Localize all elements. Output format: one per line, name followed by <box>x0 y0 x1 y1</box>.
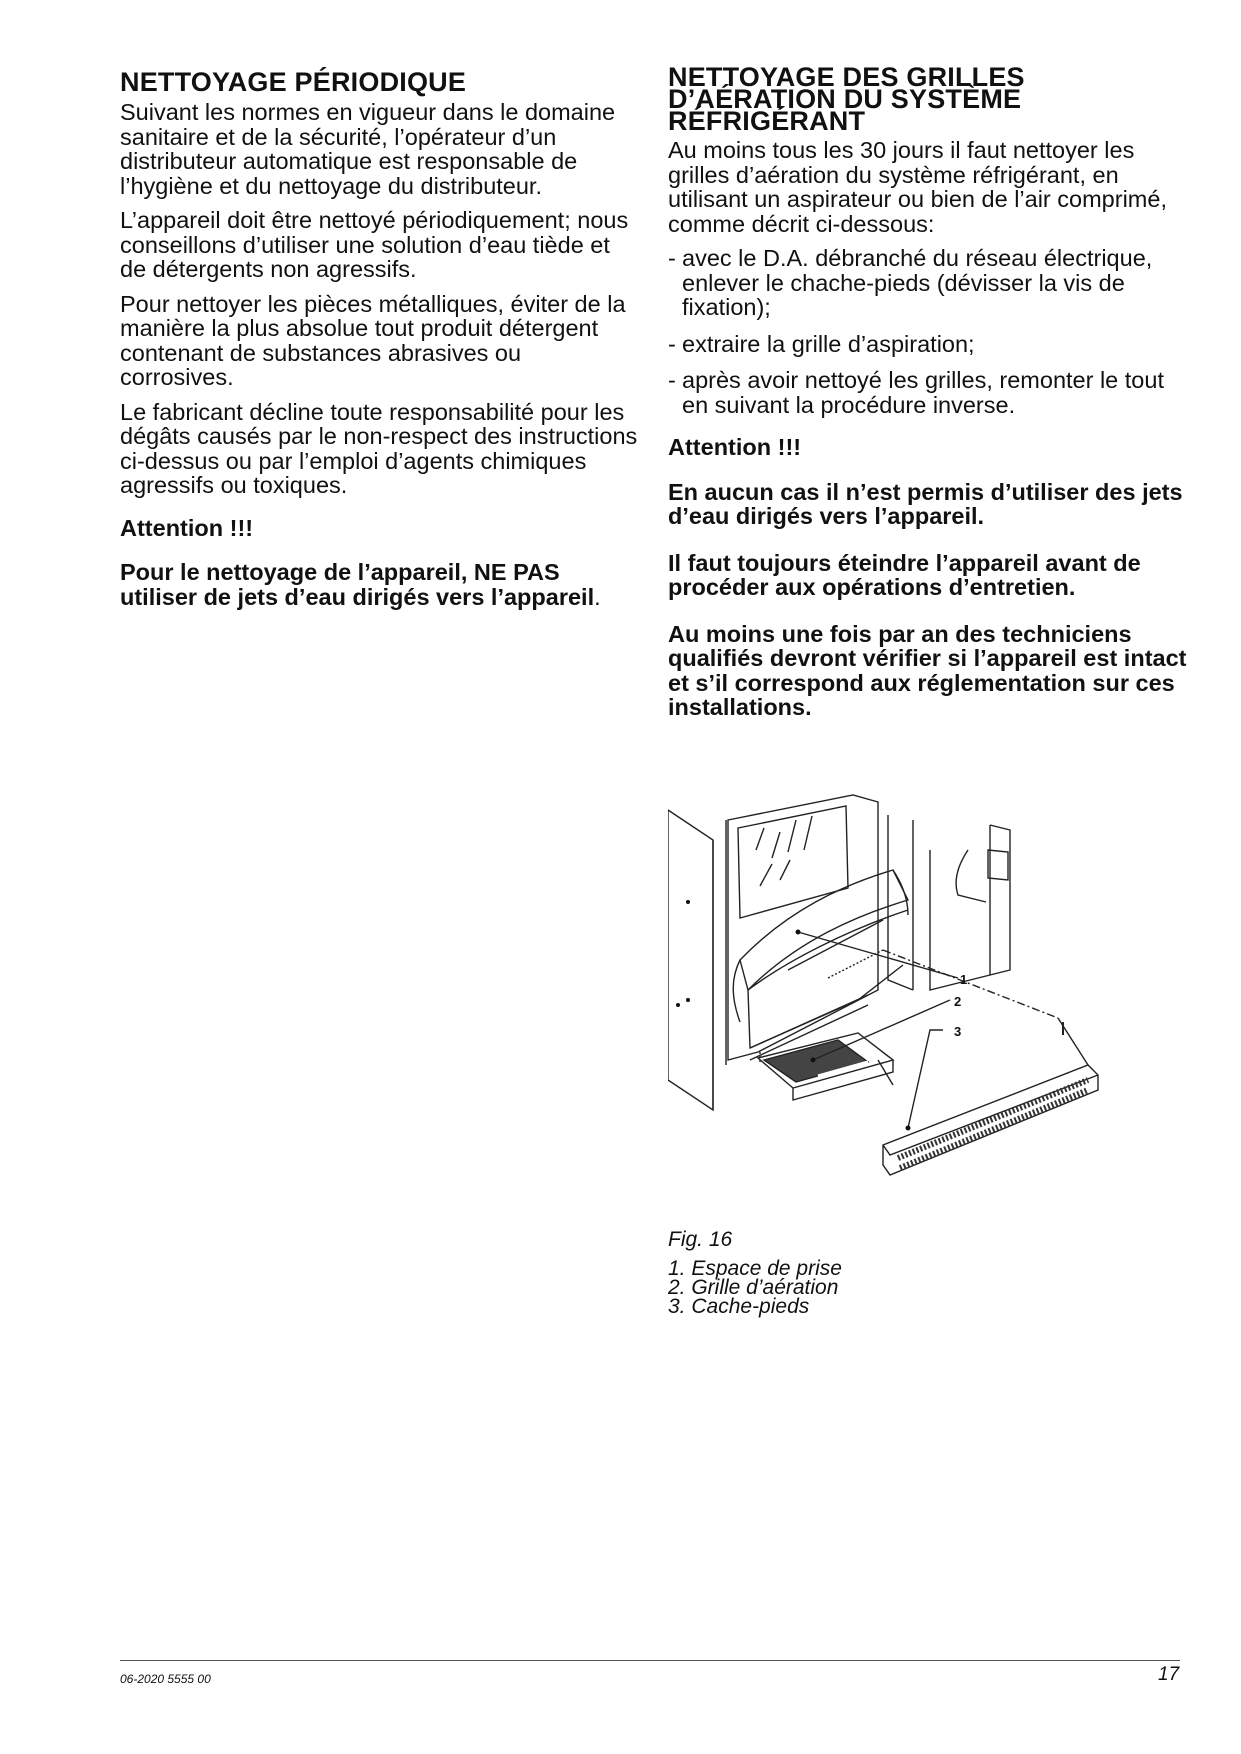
warning-text: En aucun cas il n’est permis d’utiliser des jets d’eau dirigés vers l’appareil. <box>668 478 1183 529</box>
callout-3: 3 <box>954 1024 962 1039</box>
page-number: 17 <box>1158 1664 1180 1685</box>
intro-paragraph: Au moins tous les 30 jours il faut nettoyer les grilles d’aération du système réfrigérant, en utilisant un aspirateur ou bien de l’air comprimé, comme décrit ci-dessous: <box>668 137 1167 237</box>
warning-text <box>120 560 640 609</box>
list-item: - avec le D.A. débranché du réseau électrique, enlever le chache-pieds (dévisser la vis de fixation); <box>668 246 1188 320</box>
section-title-periodic-cleaning: NETTOYAGE PÉRIODIQUE <box>120 67 467 97</box>
figure-title: Fig. 16 <box>668 1228 733 1251</box>
left-column <box>120 66 640 619</box>
legend-item: 2. Grille d’aération <box>668 1276 839 1299</box>
paragraph: Pour nettoyer les pièces métalliques, éviter de la manière la plus absolue tout produit détergent contenant de substances abrasives ou corrosives. <box>120 290 626 390</box>
attention-label: Attention !!! <box>120 514 254 541</box>
list-item: - après avoir nettoyé les grilles, remonter le tout en suivant la procédure inverse. <box>668 368 1188 417</box>
list-item: - extraire la grille d’aspiration; <box>668 332 1188 357</box>
warning-text: Il faut toujours éteindre l’appareil avant de procéder aux opérations d’entretien. <box>668 549 1141 600</box>
right-column <box>668 62 1188 730</box>
figure-16-illustration <box>668 790 1188 1220</box>
legend-item: 3. Cache-pieds <box>668 1295 810 1318</box>
warning-end: . <box>594 583 601 610</box>
callout-2: 2 <box>954 994 962 1009</box>
warning-bold: Pour le nettoyage de l’appareil, NE PAS utiliser de jets d’eau dirigés vers l’appareil <box>120 559 595 610</box>
legend-item: 1. Espace de prise <box>668 1257 842 1280</box>
paragraph: Suivant les normes en vigueur dans le domaine sanitaire et de la sécurité, l’opérateur d’un distributeur automatique est responsable de l’hygiène et du nettoyage du distributeur. <box>120 99 616 199</box>
paragraph: L’appareil doit être nettoyé périodiquement; nous conseillons d’utiliser une solution d’eau tiède et de détergents non agressifs. <box>120 207 629 282</box>
section-title-grille-cleaning: NETTOYAGE DES GRILLES D’AÉRATION DU SYSTÈME RÉFRIGÉRANT <box>668 62 1025 136</box>
document-code: 06-2020 5555 00 <box>120 1672 211 1686</box>
paragraph: Le fabricant décline toute responsabilité pour les dégâts causés par le non-respect des instructions ci-dessus ou par l’emploi d’agents chimiques agressifs ou toxiques. <box>120 398 638 498</box>
footer-divider <box>120 1660 1180 1661</box>
figure-caption <box>668 1230 1068 1316</box>
callout-1: 1 <box>960 972 968 987</box>
warning-text: Au moins une fois par an des techniciens qualifiés devront vérifier si l’appareil est intact et s’il correspond aux réglementation sur ces installations. <box>668 620 1187 720</box>
attention-label: Attention !!! <box>668 434 802 460</box>
steps-list <box>668 246 1188 417</box>
vending-machine-diagram <box>668 790 1188 1220</box>
